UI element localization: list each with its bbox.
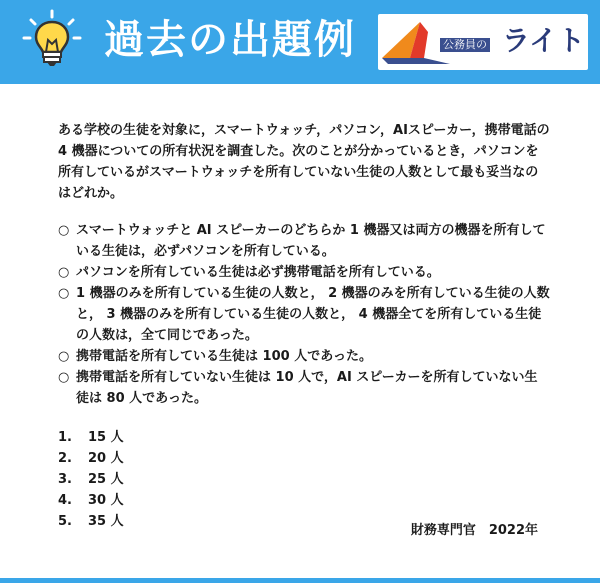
condition-mark: ○ [58,370,70,385]
choice-number: 2. [58,451,72,466]
condition-text: 1 機器のみを所有している生徒の人数と， 2 機器のみを所有している生徒の人数と， 3 機器のみを所有している生徒の人数と， 4 機器全てを所有している生徒の人数は，全て同じであった。 [76,286,550,343]
condition-item [58,283,550,346]
condition-item [58,262,550,283]
choice-text: 25 人 [88,472,124,487]
logo-brand-text: ライト [502,24,586,57]
question-intro: ある学校の生徒を対象に，スマートウォッチ，パソコン，AIスピーカー，携帯電話の 4 機器についての所有状況を調査した。次のことが分かっているとき，パソコンを所有しているがスマートウォッチを所有していない生徒の人数として最も妥当なのはどれか。 [58,123,550,201]
choice-number: 3. [58,472,72,487]
lightbulb-icon [20,8,84,72]
choice-item [58,469,550,490]
choice-text: 20 人 [88,451,124,466]
choice-item [58,427,550,448]
condition-text: スマートウォッチと AI スピーカーのどちらか 1 機器又は両方の機器を所有している生徒は，必ずパソコンを所有している。 [76,223,546,259]
question-body [58,120,550,532]
choice-text: 30 人 [88,493,124,508]
condition-text: 携帯電話を所有していない生徒は 10 人で，AI スピーカーを所有していない生徒は 80 人であった。 [76,370,538,406]
exam-source: 財務専門官 2022年 [410,523,538,538]
condition-item [58,346,550,367]
footer-divider [0,578,600,583]
choice-text: 35 人 [88,514,124,529]
choice-number: 5. [58,514,72,529]
condition-mark: ○ [58,349,70,364]
header-banner [0,0,600,84]
choice-item [58,490,550,511]
condition-item [58,220,550,262]
logo [378,14,588,70]
logo-small-text: 公務員の [440,38,490,52]
choice-list [58,427,550,532]
condition-mark: ○ [58,265,70,280]
condition-text: パソコンを所有している生徒は必ず携帯電話を所有している。 [76,265,440,280]
condition-list [58,220,550,409]
choice-number: 1. [58,430,72,445]
condition-item [58,367,550,409]
condition-mark: ○ [58,223,70,238]
condition-text: 携帯電話を所有している生徒は 100 人であった。 [76,349,373,364]
condition-mark: ○ [58,286,70,301]
page-title: 過去の出題例 [104,17,356,63]
choice-item [58,448,550,469]
choice-text: 15 人 [88,430,124,445]
choice-number: 4. [58,493,72,508]
